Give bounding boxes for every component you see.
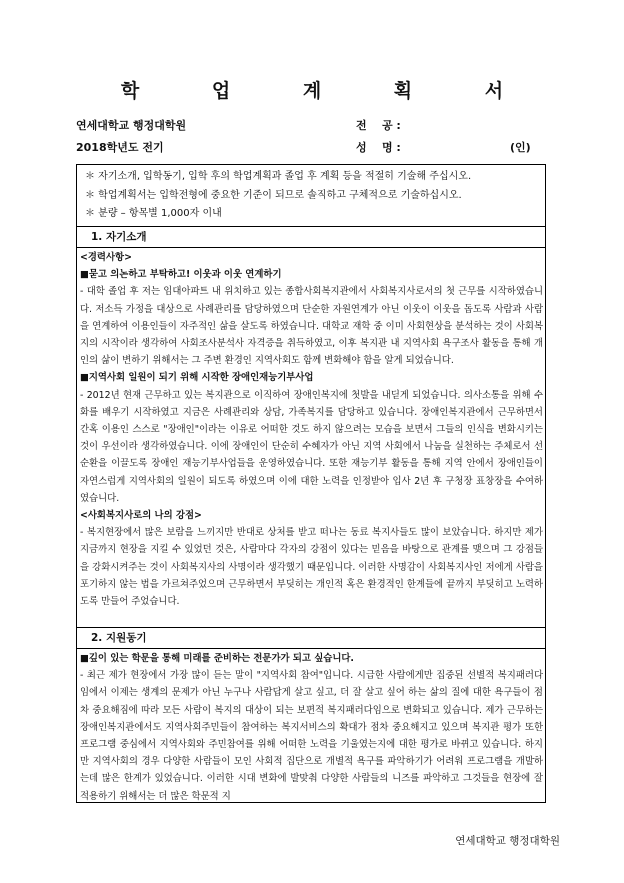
- section1-header: [77, 227, 546, 248]
- section2-body: [77, 649, 546, 803]
- subheading: ■지역사회 일원이 되기 위해 시작한 장애인재능기부사업: [80, 372, 314, 384]
- subheading: ■깊이 있는 학문을 통해 미래를 준비하는 전문가가 되고 싶습니다.: [80, 653, 354, 664]
- university-name: 연세대학교 행정대학원: [76, 119, 187, 132]
- paragraph: - 복지현장에서 많은 보람을 느끼지만 반대로 상처를 받고 떠나는 동료 복지사들도 많이 보았습니다. 하지만 제가 지금까지 현장을 지킬 수 있었던 것은, 사람마다 각자의 강점이 있다는 믿음을 바탕으로 관계를 맺으며 그 강점들을 강화시켜주는 것이 사회복지사의 사명이라 생각했기 때문입니다. 이러한 사명감이 사회복지사인 저에게 사람을 포기하지 않는 법을 가르쳐주었으며 근무하면서 부딪히는 개인적 혹은 환경적인 한계들에 끝까지 부딪히고 노력하도록 만들어 주었습니다.: [80, 527, 543, 608]
- note-item: ＊ 학업계획서는 입학전형에 중요한 기준이 되므로 솔직하고 구체적으로 기술하십시오.: [85, 189, 462, 201]
- subheading: ■묻고 의논하고 부탁하고! 이웃과 이웃 연계하기: [80, 269, 282, 281]
- plan-table: [76, 164, 546, 803]
- paragraph: - 대학 졸업 후 저는 임대아파트 내 위치하고 있는 종합사회복지관에서 사회복지사로서의 첫 근무를 시작하였습니다. 저소득 가정을 대상으로 사례관리를 담당하였으며 단순한 자원연계가 아닌 이웃이 이웃을 돕도록 사람과 사람을 연계하여 이용인들이 자주적인 삶을 살도록 하였습니다. 대학교 재학 중 이미 사회현상을 분석하는 것이 사회복지의 시작이라 생각하여 사회조사분석사 자격증을 취득하였고, 이후 복지관 내 지역사회 욕구조사 활동을 통해 개인의 삶이 변하기 위해서는 그 주변 환경인 지역사회도 함께 변화해야 함을 알게 되었습니다.: [80, 286, 543, 367]
- document-title: 학 업 계 획 서: [120, 80, 537, 102]
- instructions-cell: [77, 165, 546, 227]
- section2-title: 2. 지원동기: [91, 632, 147, 644]
- section1-title: 1. 자기소개: [91, 231, 147, 243]
- section2-header: [77, 628, 546, 649]
- footer-university: 연세대학교 행정대학원: [455, 835, 560, 847]
- paragraph: - 2012년 현재 근무하고 있는 복지관으로 이직하여 장애인복지에 첫발을 내딛게 되었습니다. 의사소통을 위해 수화를 배우기 시작하였고 지금은 사례관리와 상담, 가족복지를 담당하고 있습니다. 장애인복지관에서 근무하면서 간혹 이용인 스스로 "장애인"이라는 이유로 어떠한 것도 하지 않으려는 모습을 보면서 그들의 인식을 변화시키는 것이 우선이라 생각하였습니다. 이에 장애인이 단순히 수혜자가 아닌 지역 사회에서 나눔을 실천하는 주체로서 선순환을 이끌도록 장애인 재능기부사업들을 운영하였습니다. 또한 재능기부 활동을 통해 지역 안에서 장애인들이 자연스럽게 지역사회의 일원이 되도록 하였으며 이에 대한 노력을 인정받아 입사 2년 후 구청장 표창장을 수여하였습니다.: [80, 389, 543, 504]
- section1-body: [77, 248, 546, 628]
- strength-heading: <사회복지사로의 나의 강점>: [80, 510, 202, 522]
- paragraph: - 최근 제가 현장에서 가장 많이 듣는 말이 "지역사회 참여"입니다. 시급한 사람에게만 집중된 선별적 복지패러다임에서 이제는 생계의 문제가 아닌 누구나 사람답게 살고 싶고, 더 잘 살고 싶어 하는 삶의 질에 대한 욕구들이 점차 중요해짐에 따라 모든 사람이 복지의 대상이 되는 보편적 복지패러다임으로 변화되고 있습니다. 제가 근무하는 장애인복지관에서도 지역사회주민들이 참여하는 복지서비스의 확대가 점차 중요해지고 있으며 복지관 평가 또한 프로그램 중심에서 지역사회와 주민참여를 위해 어떠한 노력을 기울였는지에 대한 평가로 바뀌고 있습니다. 하지만 지역사회의 경우 다양한 사람들이 모인 사회적 집단으로 개별적 욕구를 파악하기가 어려워 프로그램을 개발하는데 많은 한계가 있었습니다. 이러한 시대 변화에 발맞춰 다양한 사람들의 니즈를 파악하고 그것들을 현장에 잘 적용하기 위해서는 더 많은 학문적 지: [80, 670, 543, 802]
- term-label: 2018학년도 전기: [76, 141, 164, 154]
- major-label: 전 공 :: [356, 119, 401, 132]
- career-heading: <경력사항>: [80, 252, 132, 263]
- seal-label: (인): [510, 141, 531, 154]
- note-item: ＊ 자기소개, 입학동기, 입학 후의 학업계획과 졸업 후 계획 등을 적절히 기술해 주십시오.: [85, 171, 472, 182]
- note-item: ＊ 분량 – 항목별 1,000자 이내: [85, 208, 222, 219]
- name-label: 성 명 :: [356, 141, 401, 154]
